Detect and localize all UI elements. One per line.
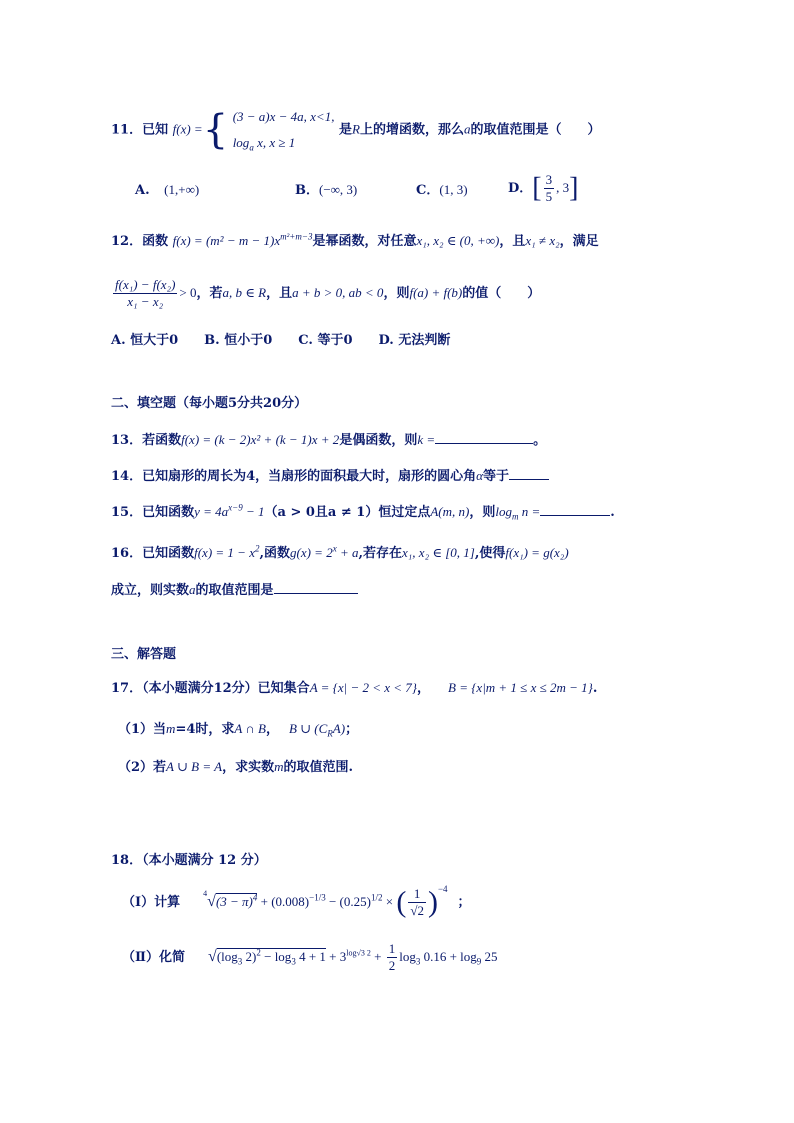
q11-optB-label: B．: [295, 183, 319, 198]
q15-log-rest: n =: [518, 504, 541, 519]
q11-optD-rbracket: ]: [569, 172, 579, 204]
q18-p1-label: （Ⅰ）计算: [122, 895, 181, 910]
q12-line2: [111, 273, 540, 314]
q18-p2-sub3b: 3: [291, 956, 296, 967]
q12-text5: ，若: [196, 286, 223, 301]
q12-text2: 是幂函数，对任意: [312, 234, 417, 249]
q11-case2: [233, 130, 335, 156]
q17-p2m: m: [274, 759, 284, 774]
q14-line: [111, 466, 549, 487]
q11-optC-line: [416, 180, 468, 201]
q18-part2: [122, 937, 498, 978]
q13-number: 13．: [111, 433, 143, 448]
q17-setA: A = {x| − 2 < x < 7}: [309, 680, 417, 695]
q17-part2: [118, 757, 353, 778]
q18-p1-rparen: ): [427, 885, 438, 919]
q16-eq: f(x₁) = g(x₂): [505, 545, 569, 560]
q18-p2-half-num: 1: [388, 941, 396, 956]
q12-options: A. 恒大于0 B. 恒小于0 C. 等于0 D. 无法判断: [111, 333, 451, 348]
q18-p2-exp3: log√3 2: [346, 948, 371, 958]
q14-end: 等于: [482, 469, 509, 484]
q17-p2c: ，求实数: [222, 760, 275, 775]
q13-blank[interactable]: [435, 431, 533, 444]
q11-case2-log: log: [232, 135, 250, 150]
q18-p1-frac-num: 1: [408, 886, 426, 903]
q15-text3: ，则: [469, 505, 496, 520]
q12-cond: a + b > 0, ab < 0: [292, 285, 384, 300]
q15-formula2: − 1: [242, 504, 265, 519]
q18-p1-c: − (0.25): [325, 894, 371, 909]
q13-k: k =: [417, 432, 436, 447]
q16-g-exp: x: [332, 543, 337, 554]
q15-log-sub: m: [512, 511, 519, 522]
q16-text1: 已知函数: [142, 546, 195, 561]
q11-number: 11．: [111, 122, 143, 138]
q12-neq: x₁ ≠ x₂: [525, 233, 560, 248]
q11-optD-lbracket: [: [532, 172, 542, 204]
q17-end: .: [592, 681, 598, 696]
q16-number: 16．: [111, 546, 143, 561]
q13-line: [111, 430, 546, 451]
q12-text7: ，则: [383, 286, 410, 301]
q11-optD-label: D．: [508, 181, 533, 196]
q18-p2-exp2: 2: [256, 947, 261, 958]
q11-optC: (1, 3): [439, 182, 468, 197]
q16-blank[interactable]: [274, 581, 358, 594]
q18-p2-root: (log: [216, 949, 238, 964]
q11-suffix-c: 的取值范围是（ ）: [470, 122, 601, 138]
q13-formula: f(x) = (k − 2)x² + (k − 1)x + 2: [181, 432, 340, 447]
q18-p2-half: [387, 941, 398, 974]
q15-formula: y = 4a: [194, 504, 229, 519]
q12-frac-den: x₁ − x₂: [127, 294, 164, 309]
q11-fx: f(x) =: [172, 121, 203, 137]
q17-p1m: m: [166, 721, 176, 736]
q11-options: [135, 180, 199, 201]
q11-cases: [233, 104, 335, 156]
q12-ab: a, b ∈ R: [222, 285, 267, 300]
q15-number: 15．: [111, 505, 143, 520]
q15-line: [111, 502, 615, 523]
q12-line1: [111, 231, 599, 252]
q12-gt0: > 0: [179, 285, 197, 300]
q18-p2-sub3a: 3: [237, 956, 243, 967]
q16-line2: [111, 580, 358, 601]
q17-p1a: （1）当: [118, 722, 167, 737]
q11-optA-label: A.: [135, 183, 150, 198]
q17-p1sub: R: [327, 728, 333, 739]
q12-text3: ，且: [499, 234, 526, 249]
q18-p1-b: + (0.008): [257, 894, 310, 909]
q17-p1b: =4时，求: [175, 722, 235, 737]
q18-p2-sub9: 9: [476, 956, 482, 967]
q17-p1f: A): [332, 721, 346, 736]
q18-p2-radical: √: [208, 948, 217, 965]
q11-suffix-a: 是: [338, 122, 352, 138]
q17-p1e: B ∪ (C: [288, 721, 328, 736]
q17-line1: [111, 678, 597, 699]
q16-line2b: 的取值范围是: [195, 583, 274, 598]
q13-end: 。: [533, 433, 547, 448]
q17-setB: B = {x|m + 1 ≤ x ≤ 2m − 1}: [448, 680, 593, 695]
q15-exp: x−9: [228, 502, 243, 513]
q11-optD-line: [508, 172, 578, 205]
q12-text8: 的值（ ）: [462, 286, 541, 301]
q11-R: R: [352, 121, 360, 137]
q11-optD-frac: [544, 172, 555, 205]
q15-log: log: [495, 504, 512, 519]
q17-p2d: 的取值范围.: [283, 760, 354, 775]
q18-p1-root-index: 4: [203, 889, 208, 898]
q18-p1-root: (3 − π): [215, 894, 253, 909]
q12-text6: ，且: [266, 286, 293, 301]
q15-end: .: [610, 505, 615, 520]
q18-p2-r6: 25: [481, 949, 498, 964]
q16-g: g(x) = 2: [290, 545, 333, 560]
q18-p2-sub3c: 3: [415, 956, 421, 967]
q16-text2: ,函数: [259, 546, 290, 561]
q18-p2-radicand: [216, 947, 326, 967]
q11-prefix: 已知: [142, 122, 169, 138]
q18-p2-plus3: + 3: [325, 949, 347, 964]
q18-p2-half-den: 2: [388, 958, 396, 973]
q17-p2b: A ∪ B = A: [166, 759, 223, 774]
q12-frac: [113, 277, 177, 310]
q13-text1: 若函数: [142, 433, 182, 448]
q17-p1d: ，: [265, 722, 279, 737]
q17-part1: [118, 719, 358, 740]
q18-p2-r2: 2): [242, 949, 257, 964]
q16-a: a: [189, 582, 196, 597]
q11-optA: (1,+∞): [164, 182, 200, 197]
q18-p1-d-exp: −4: [437, 884, 448, 894]
q18-p2-label: （Ⅱ）化简: [122, 950, 185, 965]
q18-p2-r4: 4 + 1: [295, 949, 326, 964]
q12-text1: 函数: [142, 234, 169, 249]
q18-p1-root-exp: 4: [252, 892, 258, 903]
q17-comma: ，: [417, 681, 431, 696]
q11-optC-label: C．: [416, 183, 440, 198]
q15-text2: 恒过定点: [378, 505, 431, 520]
q17-p2a: （2）若: [118, 760, 167, 775]
q18-p1-b-exp: −1/3: [309, 892, 326, 903]
q18-p1-c-exp: 1/2: [370, 892, 383, 903]
q11-optB: (−∞, 3): [319, 182, 358, 197]
q16-line2a: 成立，则实数: [111, 583, 190, 598]
q12-frac-num: f(x₁) − f(x₂): [115, 277, 176, 292]
q14-text: 14．已知扇形的周长为4，当扇形的面积最大时，扇形的圆心角: [111, 469, 477, 484]
q11-optB-line: [295, 180, 357, 201]
q12-text4: ，满足: [559, 234, 599, 249]
q16-g-rest: + a: [336, 545, 359, 560]
q12-exp: m²+m−3: [280, 231, 313, 242]
q17-head: 17．（本小题满分12分）已知集合: [111, 681, 310, 696]
q11-suffix-b: 上的增函数，那么: [359, 122, 464, 138]
q12-vars: x₁, x₂ ∈ (0, +∞): [416, 233, 500, 248]
q12-formula: f(x) = (m² − m − 1)x: [172, 233, 281, 248]
q11-case1: (3 − a)x − 4a, x<1,: [232, 109, 335, 124]
q12-number: 12．: [111, 234, 143, 249]
q11-optD-num: 3: [545, 172, 553, 187]
q18-p2-r3: − log: [260, 949, 292, 964]
section2-heading: 二、填空题（每小题5分共20分）: [111, 396, 308, 411]
q16-line1: [111, 543, 569, 564]
q15-blank[interactable]: [540, 503, 610, 516]
q16-f-exp: 2: [254, 543, 260, 554]
q18-head: 18．（本小题满分 12 分）: [111, 853, 267, 868]
q15-text1: 已知函数: [142, 505, 195, 520]
q17-p1g: ；: [345, 722, 359, 737]
q13-text2: 是偶函数，则: [339, 433, 418, 448]
q18-p1-times: ×: [382, 894, 397, 909]
q11-optD-rest: , 3: [556, 180, 570, 195]
q18-p1-radicand: [216, 893, 257, 909]
q11-line: [111, 104, 600, 156]
q18-p1-frac-den: √2: [410, 903, 424, 918]
q16-text4: ,使得: [474, 546, 506, 561]
q18-p1-end: ；: [457, 895, 471, 910]
q11-case2-rest: x, x ≥ 1: [253, 135, 296, 150]
q16-text3: ,若存在: [358, 546, 403, 561]
q18-p1-radical: √: [207, 893, 216, 910]
q18-part1: [122, 880, 471, 925]
q11-case2-sub: a: [249, 142, 254, 153]
q18-p2-plus: +: [370, 949, 385, 964]
q14-blank[interactable]: [509, 467, 549, 480]
q15-cond: （a > 0且a ≠ 1）: [264, 505, 379, 520]
q16-vars: x₁, x₂ ∈ [0, 1]: [402, 545, 475, 560]
q11-optD-den: 5: [545, 189, 553, 204]
q11-brace: {: [202, 107, 229, 153]
q15-point: A(m, n): [430, 504, 470, 519]
section3-heading: 三、解答题: [111, 647, 177, 662]
q12-expr: f(a) + f(b): [409, 285, 463, 300]
q11-a: a: [463, 121, 471, 137]
q17-p1c: A ∩ B: [234, 721, 266, 736]
q18-p1-lparen: (: [396, 885, 407, 919]
q18-p1-frac: [408, 886, 426, 919]
q18-p2-r5: 0.16 + log: [420, 949, 477, 964]
q16-f: f(x) = 1 − x: [194, 545, 255, 560]
q14-alpha: α: [476, 468, 483, 483]
q18-p2-log: log: [399, 949, 416, 964]
